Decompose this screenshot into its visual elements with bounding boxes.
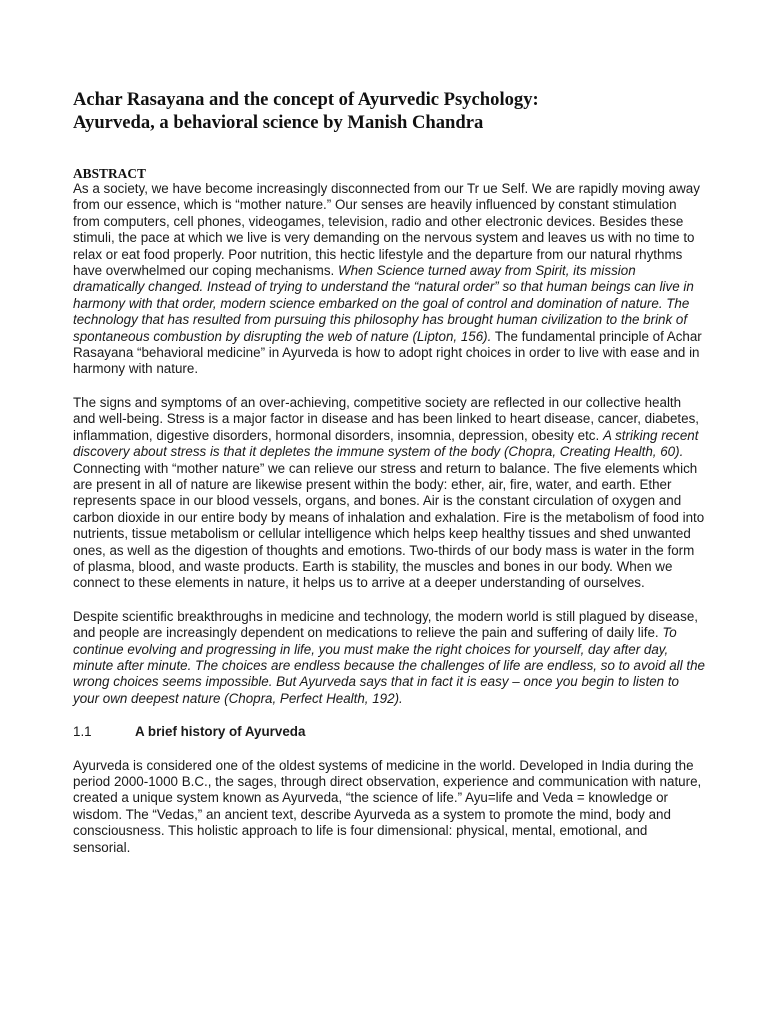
para1-text-c: The fundamental principle of Achar Rasayana “behavioral medicine” in Ayurveda is how to adopt right choices in order to live with ease and in harmony with nature.: [73, 328, 702, 377]
section-title: A brief history of Ayurveda: [135, 724, 306, 740]
document-title: [73, 88, 706, 134]
para1-quote: When Science turned away from Spirit, its mission dramatically changed. Instead of trying to understand the “natural order” so that human beings can live in harmony with that order, modern science embarked on the goal of control and domination of nature. The technology that has resulted from pursuing this philosophy has brought human civilization to the brink of spontaneous combustion by disrupting the web of nature (Lipton, 156).: [73, 263, 694, 344]
para1-text-a: As a society, we have become increasingly disconnected from our Tr ue Self. We are rapidly moving away from our essence, which is “mother nature.” Our senses are heavily influenced by constant stimulation from computers, cell phones, videogames, television, radio and other electronic devices. Besides these stimuli, the pace at which we live is very demanding on the nervous system and leaves us with no time to relax or eat food properly. Poor nutrition, this hectic lifestyle and the departure from our natural rhythms have overwhelmed our coping mechanisms.: [73, 181, 700, 279]
abstract-heading: ABSTRACT: [73, 166, 146, 181]
abstract-paragraph-3: [73, 609, 706, 707]
para2-text-a: The signs and symptoms of an over-achieving, competitive society are reflected in our collective health and well-being. Stress is a major factor in disease and has been linked to heart disease, cancer, diabetes, inflammation, digestive disorders, hormonal disorders, insomnia, depression, obesity etc.: [73, 394, 700, 443]
abstract-paragraph-1: [73, 181, 706, 378]
para3-text-a: Despite scientific breakthroughs in medicine and technology, the modern world is still plagued by disease, and people are increasingly dependent on medications to relieve the pain and suffering of daily life.: [73, 608, 698, 641]
para2-quote: A striking recent discovery about stress is that it depletes the immune system of the body (Chopra, Creating Health, 60).: [73, 427, 699, 460]
para3-quote: To continue evolving and progressing in life, you must make the right choices for yourself, day after day, minute after minute. The choices are endless because the challenges of life are endless, so to avoid all the wrong choices seems impossible. But Ayurveda says that in fact it is easy – once you begin to listen to your own deepest nature (Chopra, Perfect Health, 192).: [73, 625, 705, 706]
title-line-1: Achar Rasayana and the concept of Ayurvedic Psychology:: [73, 89, 539, 110]
section-number: 1.1: [73, 724, 92, 740]
para2-text-c: Connecting with “mother nature” we can relieve our stress and return to balance. The five elements which are present in all of nature are likewise present within the body: ether, air, fire, water, and earth. Ether represents space in our blood vessels, organs, and bones. Air is the constant circulation of oxygen and carbon dioxide in our entire body by means of inhalation and exhalation. Fire is the metabolism of food into nutrients, tissue metabolism or cellular intelligence which helps keep healthy tissues and shed unwanted ones, as well as the digestion of thoughts and emotions. Two-thirds of our body mass is water in the form of plasma, blood, and waste products. Earth is stability, the muscles and bones in our body. When we connect to these elements in nature, it helps us to arrive at a deeper understanding of ourselves.: [73, 460, 705, 591]
abstract-paragraph-2: [73, 395, 706, 592]
section-heading: [73, 724, 706, 740]
title-line-2: Ayurveda, a behavioral science by Manish Chandra: [73, 112, 484, 133]
section-paragraph-1: Ayurveda is considered one of the oldest systems of medicine in the world. Developed in India during the period 2000-1000 B.C., the sages, through direct observation, experience and communication with nature, created a unique system known as Ayurveda, “the science of life.” Ayu=life and Veda = knowledge or wisdom. The “Vedas,” an ancient text, describe Ayurveda as a system to promote the mind, body and consciousness. This holistic approach to life is four dimensional: physical, mental, emotional, and sensorial.: [73, 757, 702, 855]
